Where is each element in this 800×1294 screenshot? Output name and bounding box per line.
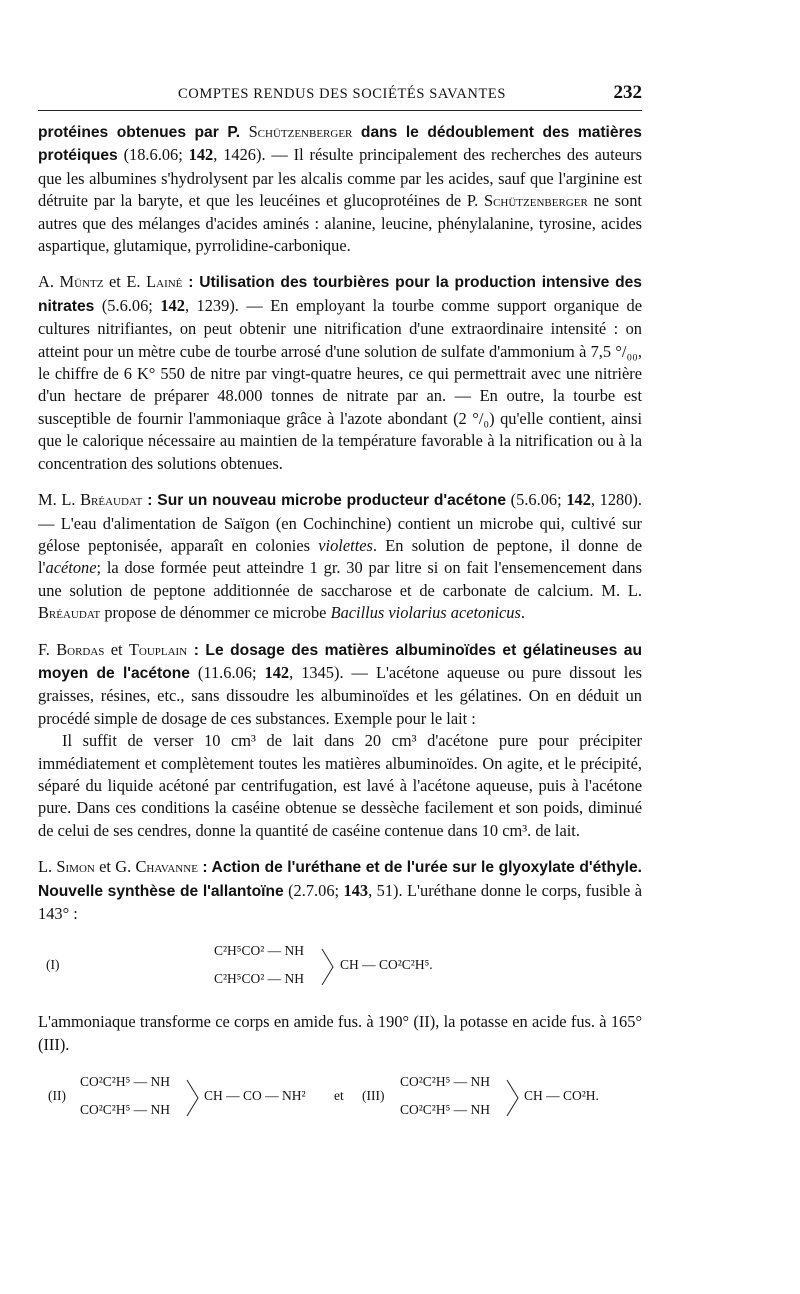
formula-1-top: C²H⁵CO² — NH bbox=[214, 943, 305, 959]
formula-2-top: CO²C²H⁵ — NH bbox=[80, 1074, 171, 1090]
page bbox=[38, 84, 642, 1128]
formula-3-right: CH — CO²H. bbox=[524, 1088, 599, 1104]
paragraph-breaudat: M. L. Bréaudat : Sur un nouveau microbe producteur d'acétone (5.6.06; 142, 1280). — L'eau d'alimentation de Saïgon (en Cochinchine) contient un microbe qui, cultivé sur gélose peptonisée, apparaît en colonies violettes. En solution de peptone, il donne de l'acétone; la dose formée peut atteindre 1 gr. 30 par litre si on fait l'ensemencement dans une solution de peptone additionnée de saccharose et de carbonate de calcium. M. L. Bréaudat propose de dénommer ce microbe Bacillus violarius acetonicus. bbox=[38, 490, 642, 623]
formula-2-bottom: CO²C²H⁵ — NH bbox=[80, 1102, 171, 1118]
formula-3-top: CO²C²H⁵ — NH bbox=[400, 1074, 491, 1090]
formula-2 bbox=[38, 1066, 642, 1128]
paragraph-tourbieres: A. Müntz et E. Lainé : Utilisation des tourbières pour la production intensive des nitrates (5.6.06; 142, 1239). — En employant la tourbe comme support organique de cultures nitrifiantes, on peut obtenir une nitrification d'une extraordinaire intensité : on atteint pour un mètre cube de tourbe arrosé d'une solution de sulfate d'ammonium à 7,5 °/₀₀, le chiffre de 6 K° 550 de nitre par vingt-quatre heures, ce qui permettrait avec une nitrière d'un hectare de préparer 48.000 tonnes de nitrate par an. — En outre, la tourbe est susceptible de fournir l'ammoniaque grâce à l'azote abondant (2 °/₀) qu'elle contient, ainsi que le calorique nécessaire au maintien de la température favorable à la nitrification ou à la concentration des solutions obtenues. bbox=[38, 272, 643, 473]
paragraph-ammoniaque: L'ammoniaque transforme ce corps en amide fus. à 190° (II), la potasse en acide fus. à 165° (III). bbox=[38, 1012, 642, 1054]
formula-3-label: (III) bbox=[362, 1088, 385, 1104]
brace-icon bbox=[186, 1078, 200, 1118]
formula-1-label: (I) bbox=[46, 957, 60, 973]
paragraph-simon-chavanne: L. Simon et G. Chavanne : Action de l'uréthane et de l'urée sur le glyoxylate d'éthyle. Nouvelle synthèse de l'allantoïne (2.7.06; 143, 51). L'uréthane donne le corps, fusible à 143° : bbox=[38, 857, 642, 923]
formula-1-bottom: C²H⁵CO² — NH bbox=[214, 971, 305, 987]
formula-1-right: CH — CO²C²H⁵. bbox=[340, 957, 433, 973]
page-header bbox=[38, 84, 642, 111]
formula-3-bottom: CO²C²H⁵ — NH bbox=[400, 1102, 491, 1118]
paragraph-lait-method: Il suffit de verser 10 cm³ de lait dans 20 cm³ d'acétone pure pour précipiter immédiatement et complètement toutes les matières albuminoïdes. On agite, et le précipité, séparé du liquide acétoné par centrifugation, est lavé à l'acétone aqueuse, puis à l'acétone pure. Dans ces conditions la caséine obtenue se dessèche facilement et son poids, diminué de celui de ses cendres, donne la quantité de caséine contenue dans 10 cm³. de lait. bbox=[38, 731, 642, 840]
formula-1 bbox=[38, 937, 642, 999]
formula-2-right: CH — CO — NH² bbox=[204, 1088, 306, 1104]
formula-2-label: (II) bbox=[48, 1088, 66, 1104]
paragraph-bordas: F. Bordas et Touplain : Le dosage des matières albuminoïdes et gélatineuses au moyen de l'acétone (11.6.06; 142, 1345). — L'acétone aqueuse ou pure dissout les graisses, résines, etc., sans dissoudre les albuminoïdes et les gélatines. On en déduit un procédé simple de dosage de ces substances. Exemple pour le lait : bbox=[38, 639, 642, 728]
running-title: COMPTES RENDUS DES SOCIÉTÉS SAVANTES bbox=[178, 86, 507, 102]
page-number: 232 bbox=[613, 82, 642, 103]
brace-icon bbox=[321, 947, 335, 987]
formula-conjunction: et bbox=[334, 1088, 344, 1104]
paragraph-schutzenberger: protéines obtenues par P. Schützenberger dans le dédoublement des matières protéiques (18.6.06; 142, 1426). — Il résulte principalement des recherches des auteurs que les albumines s'hydrolysent par les alcalis comme par les acides, sauf que l'arginine est détruite par la baryte, et que les leucéines et glucoprotéines de P. Schützenberger ne sont autres que des mélanges d'acides aminés : alanine, leucine, phénylalanine, tyrosine, acides aspartique, glutamique, pyrrolidine-carbonique. bbox=[38, 122, 642, 256]
brace-icon bbox=[506, 1078, 520, 1118]
